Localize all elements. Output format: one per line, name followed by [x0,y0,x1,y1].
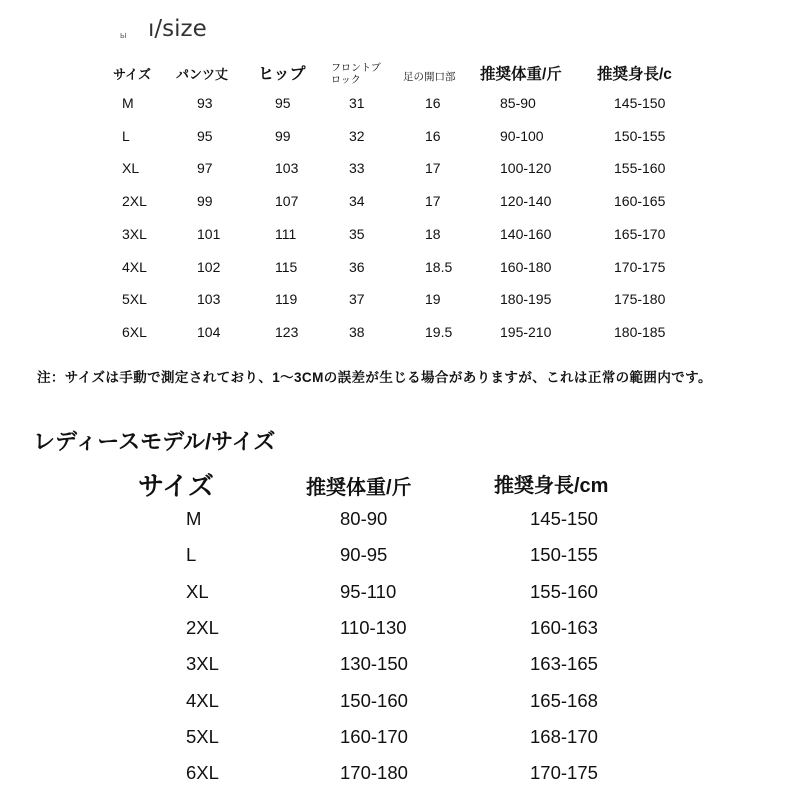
mens-cell-hip: 115 [275,258,298,275]
mens-cell-height: 165-170 [614,225,666,242]
ladies-cell-weight: 95-110 [340,580,397,602]
ladies-cell-weight: 170-180 [340,762,408,784]
mens-cell-height: 160-165 [614,193,666,210]
mens-cell-weight: 85-90 [500,95,536,111]
table-row [0,94,800,114]
mens-cell-hip: 99 [275,127,291,144]
table-row [0,689,800,713]
mens-cell-height: 145-150 [614,95,666,111]
ladies-cell-size: L [186,544,197,566]
mens-cell-hip: 103 [275,160,299,177]
mens-cell-length: 95 [197,127,213,144]
ladies-cell-size: 4XL [186,689,219,711]
mens-cell-front-rise: 33 [349,160,365,177]
ladies-cell-size: M [186,508,202,529]
mens-cell-weight: 180-195 [500,291,552,308]
table-row [0,323,800,343]
table-row [0,159,800,179]
mens-cell-size: XL [122,160,140,177]
mens-cell-hip: 119 [275,291,298,308]
mens-cell-size: L [122,127,130,144]
table-row [0,543,800,567]
title-prefix: ы [120,30,127,40]
mens-header-size: サイズ [113,67,151,82]
mens-cell-hem: 16 [425,127,441,144]
ladies-cell-weight: 130-150 [340,653,408,675]
table-row [0,616,800,640]
mens-cell-height: 175-180 [614,291,666,308]
mens-cell-hem: 17 [425,193,441,210]
mens-cell-height: 150-155 [614,127,666,144]
ladies-cell-weight: 160-170 [340,725,408,747]
ladies-header-weight: 推奨体重/斤 [306,477,412,499]
mens-cell-hem: 16 [425,95,441,111]
mens-cell-weight: 120-140 [500,193,552,210]
mens-cell-weight: 100-120 [500,160,552,177]
mens-cell-weight: 195-210 [500,323,552,340]
ladies-cell-height: 150-155 [530,544,598,566]
mens-header-height: 推奨身長/c [597,66,672,83]
table-row [0,725,800,749]
table-row [0,225,800,245]
mens-cell-hem: 19 [425,291,441,308]
mens-cell-front-rise: 34 [349,193,365,210]
ladies-cell-height: 163-165 [530,653,598,675]
mens-cell-height: 155-160 [614,160,666,177]
mens-cell-size: 5XL [122,291,147,308]
ladies-cell-size: 2XL [186,616,219,638]
ladies-cell-weight: 150-160 [340,689,408,711]
table-row [0,258,800,278]
ladies-cell-height: 165-168 [530,689,598,711]
table-row [0,127,800,147]
mens-cell-length: 104 [197,323,221,340]
table-row [0,652,800,676]
mens-cell-size: M [122,95,134,111]
mens-header-length: パンツ丈 [176,67,229,82]
ladies-section-title: レディースモデル/サイズ [33,429,276,454]
table-row [0,507,800,531]
mens-cell-height: 180-185 [614,323,666,340]
mens-cell-weight: 160-180 [500,258,552,275]
mens-header-hip: ヒップ [258,66,306,83]
mens-cell-front-rise: 38 [349,323,365,340]
mens-cell-length: 93 [197,95,213,111]
table-row [0,580,800,604]
mens-cell-front-rise: 37 [349,291,365,308]
mens-cell-front-rise: 35 [349,225,365,242]
mens-cell-front-rise: 36 [349,258,365,275]
mens-cell-hip: 107 [275,193,299,210]
mens-cell-front-rise: 32 [349,127,365,144]
mens-cell-hem: 18 [425,225,441,242]
mens-cell-size: 4XL [122,258,147,275]
mens-cell-size: 3XL [122,225,147,242]
page-title: ı/size [148,16,207,42]
mens-cell-hip: 111 [275,225,297,242]
ladies-header-size: サイズ [138,471,214,501]
ladies-cell-weight: 80-90 [340,508,388,529]
ladies-cell-size: XL [186,580,209,602]
ladies-cell-height: 168-170 [530,725,598,747]
table-row [0,192,800,212]
mens-header-front-rise [331,63,381,87]
ladies-cell-size: 3XL [186,653,219,675]
mens-cell-hip: 95 [275,95,291,111]
mens-header-hem: 足の開口部 [403,71,456,83]
table-row [0,761,800,785]
mens-header-weight: 推奨体重/斤 [480,66,562,83]
mens-header-front-rise-line1: フロントブ [331,63,381,74]
mens-cell-weight: 90-100 [500,127,544,144]
mens-cell-length: 99 [197,193,213,210]
mens-cell-hem: 18.5 [425,258,453,275]
mens-cell-size: 6XL [122,323,147,340]
ladies-cell-weight: 90-95 [340,544,388,566]
measurement-note: 注：サイズは手動で測定されており、1～3CMの誤差が生じる場合がありますが、これは正常の範囲内です。 [37,370,712,385]
mens-cell-length: 101 [197,225,221,242]
ladies-cell-height: 145-150 [530,508,598,529]
mens-cell-hem: 19.5 [425,323,453,340]
ladies-cell-height: 160-163 [530,616,598,638]
ladies-header-height: 推奨身長/cm [494,475,609,497]
mens-cell-length: 97 [197,160,213,177]
mens-header-front-rise-line2: ロック [331,75,361,86]
mens-cell-front-rise: 31 [349,95,365,111]
mens-cell-length: 103 [197,291,221,308]
mens-cell-weight: 140-160 [500,225,552,242]
table-row [0,290,800,310]
mens-cell-hem: 17 [425,160,441,177]
mens-cell-length: 102 [197,258,221,275]
ladies-cell-height: 170-175 [530,762,598,784]
ladies-cell-size: 6XL [186,762,219,784]
mens-cell-hip: 123 [275,323,299,340]
mens-cell-height: 170-175 [614,258,666,275]
ladies-cell-size: 5XL [186,725,219,747]
ladies-cell-weight: 110-130 [340,616,407,638]
ladies-cell-height: 155-160 [530,580,598,602]
mens-cell-size: 2XL [122,193,147,210]
